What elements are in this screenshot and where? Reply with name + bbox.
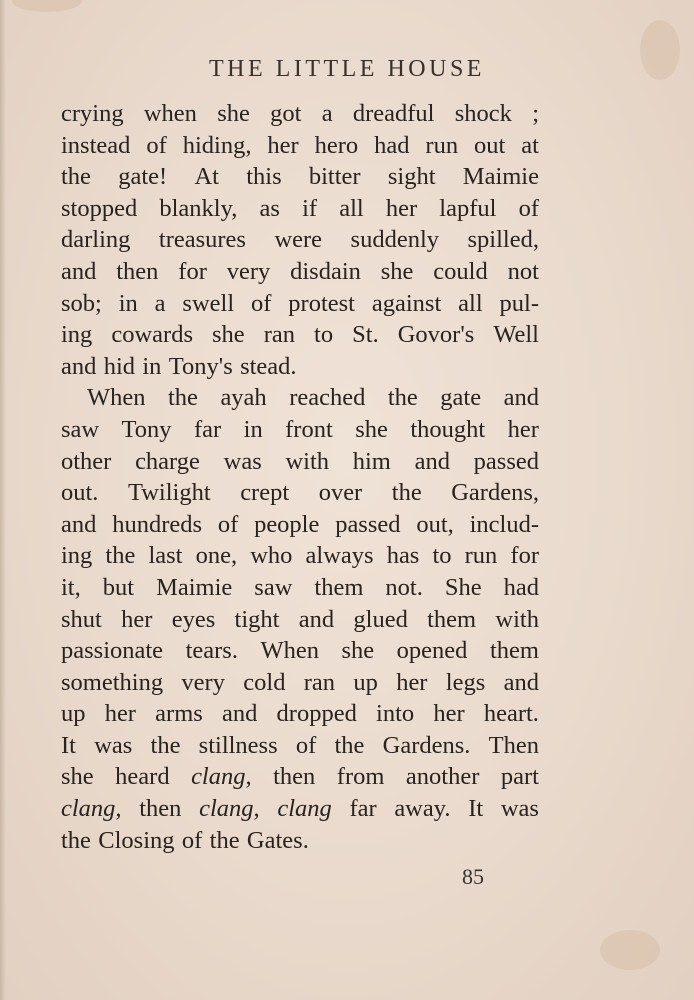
word: saw <box>254 573 293 601</box>
text-line <box>61 509 539 541</box>
word: far <box>194 415 222 443</box>
word: her <box>104 700 136 728</box>
word: Tony <box>121 415 172 443</box>
word: It <box>468 795 484 823</box>
word: pul- <box>499 289 539 317</box>
word: her <box>507 415 539 443</box>
text-line <box>61 667 539 699</box>
text-line <box>61 572 539 604</box>
word: them <box>314 573 364 601</box>
word: When <box>260 637 319 665</box>
word: Maimie <box>462 163 539 191</box>
running-head: THE LITTLE HOUSE <box>209 56 485 82</box>
word: crept <box>240 479 290 507</box>
word: him <box>352 447 391 475</box>
word: could <box>433 257 488 285</box>
word: ran <box>303 668 336 696</box>
text-line <box>61 793 539 825</box>
word: clang <box>277 795 332 823</box>
word: far <box>349 795 377 823</box>
word: stead. <box>240 352 297 380</box>
word: had <box>503 573 539 601</box>
word: she <box>212 321 245 349</box>
word: for <box>178 257 207 285</box>
word: her <box>267 131 299 159</box>
word: Closing <box>98 826 175 854</box>
word: run <box>464 542 498 570</box>
word: spilled, <box>467 226 539 254</box>
page-number: 85 <box>462 864 484 889</box>
word: of <box>181 826 203 854</box>
word: ing <box>61 542 93 570</box>
word: stopped <box>61 194 138 222</box>
text-line <box>61 130 539 162</box>
word: the <box>387 384 418 412</box>
word: sob; <box>61 289 102 317</box>
word: tight <box>234 605 280 633</box>
word: She <box>444 573 482 601</box>
word: shut <box>61 605 102 633</box>
text-line <box>61 224 539 256</box>
word: them <box>427 605 477 633</box>
word: and <box>221 700 258 728</box>
word: away. <box>394 795 451 823</box>
word: other <box>61 447 112 475</box>
word: protest <box>288 289 355 317</box>
word: clang, <box>199 795 260 823</box>
word: heard <box>115 763 170 791</box>
word: up <box>61 700 86 728</box>
text-line <box>61 256 539 288</box>
text-line <box>61 698 539 730</box>
word: was <box>500 795 539 823</box>
word: the <box>168 384 198 412</box>
word: against <box>371 289 442 317</box>
word: darling <box>61 226 131 254</box>
word: she <box>61 763 94 791</box>
word: them <box>489 637 539 665</box>
word: the <box>209 826 240 854</box>
text-line <box>61 635 539 667</box>
word: Gardens. <box>382 731 471 759</box>
word: one, <box>195 542 238 570</box>
word: hero <box>314 131 359 159</box>
text-line <box>61 825 539 857</box>
word: were <box>274 226 323 254</box>
word: she <box>380 257 414 285</box>
word: Well <box>493 321 539 349</box>
word: and <box>503 668 539 696</box>
word: run <box>425 131 459 159</box>
word: not <box>507 257 539 285</box>
word: last <box>148 542 183 570</box>
text-line <box>61 98 539 130</box>
word: cold <box>243 668 286 696</box>
word: sight <box>387 163 436 191</box>
word: it, <box>61 573 81 601</box>
word: her <box>121 605 153 633</box>
word: in <box>142 352 162 380</box>
word: heart. <box>483 700 539 728</box>
word: to <box>314 321 334 349</box>
word: Govor's <box>397 321 475 349</box>
word: dropped <box>276 700 357 728</box>
word: Maimie <box>156 573 233 601</box>
word: bitter <box>308 163 361 191</box>
word: very <box>181 668 225 696</box>
text-line <box>61 319 539 351</box>
word: a <box>321 100 333 127</box>
word: and <box>61 257 97 285</box>
word: into <box>376 700 415 728</box>
word: another <box>405 763 480 791</box>
word: hundreds <box>112 510 203 538</box>
word: of <box>295 731 317 759</box>
body-text <box>61 98 539 856</box>
word: passionate <box>61 637 164 665</box>
word: includ- <box>469 510 539 538</box>
word: legs <box>445 668 486 696</box>
text-line <box>61 446 539 478</box>
word: of <box>146 131 167 159</box>
word: in <box>243 415 263 443</box>
word: hid <box>103 352 136 380</box>
word: of <box>217 510 239 538</box>
word: the <box>61 163 91 191</box>
word: Gates. <box>246 826 309 854</box>
word: if <box>302 194 318 222</box>
word: was <box>223 447 262 475</box>
word: dreadful <box>352 100 435 127</box>
word: and <box>414 447 450 475</box>
word: who <box>250 542 293 570</box>
word: of <box>518 194 539 222</box>
word: and <box>61 352 97 380</box>
word: and <box>503 384 539 412</box>
word: Gardens, <box>451 479 539 507</box>
text-line <box>61 351 539 383</box>
word: and <box>61 510 97 538</box>
word: lapful <box>439 194 497 222</box>
text-line <box>61 761 539 793</box>
word: then <box>273 763 316 791</box>
word: arms <box>155 700 203 728</box>
word: passed <box>335 510 401 538</box>
word: was <box>94 731 133 759</box>
word: front <box>285 415 333 443</box>
word: her <box>385 194 418 222</box>
text-line <box>61 414 539 446</box>
word: the <box>391 479 422 507</box>
word: not. <box>385 573 423 601</box>
word: Tony's <box>168 352 233 380</box>
word: ran <box>263 321 296 349</box>
word: It <box>61 731 76 759</box>
word: clang, <box>191 763 252 791</box>
word: Then <box>488 731 539 759</box>
word: something <box>61 668 164 696</box>
word: this <box>246 163 282 191</box>
word: passed <box>473 447 539 475</box>
word: reached <box>289 384 366 412</box>
word: has <box>386 542 420 570</box>
paper-stain <box>12 0 82 12</box>
word: shock <box>454 100 512 127</box>
word: and <box>298 605 335 633</box>
word: opened <box>396 637 468 665</box>
text-line <box>61 193 539 225</box>
word: with <box>285 447 330 475</box>
word: up <box>353 668 378 696</box>
word: glued <box>353 605 408 633</box>
word: her <box>396 668 428 696</box>
word: out <box>474 131 506 159</box>
word: she <box>341 637 375 665</box>
word: in <box>118 289 138 317</box>
word: the <box>334 731 365 759</box>
word: saw <box>61 415 100 443</box>
word: gate! <box>118 163 168 191</box>
word: of <box>251 289 272 317</box>
text-line <box>61 604 539 636</box>
word: hiding, <box>182 131 252 159</box>
word: Twilight <box>127 479 211 507</box>
text-line <box>61 288 539 320</box>
word: very <box>226 257 271 285</box>
word: always <box>305 542 374 570</box>
word: treasures <box>158 226 246 254</box>
word: out, <box>416 510 454 538</box>
word: for <box>510 542 539 570</box>
word: cowards <box>111 321 193 349</box>
word: the <box>150 731 181 759</box>
word: part <box>500 763 539 791</box>
word: then <box>139 795 182 823</box>
word: blankly, <box>159 194 238 222</box>
word: her <box>433 700 465 728</box>
word: clang, <box>61 795 122 823</box>
word: St. <box>352 321 379 349</box>
word: all <box>339 194 364 222</box>
page-edge <box>0 0 6 1000</box>
word: all <box>458 289 483 317</box>
text-line <box>61 382 539 414</box>
word: then <box>116 257 159 285</box>
word: thought <box>410 415 486 443</box>
word: swell <box>182 289 235 317</box>
word: got <box>270 100 302 127</box>
word: stillness <box>198 731 278 759</box>
word: At <box>194 163 219 191</box>
word: but <box>102 573 135 601</box>
text-line <box>61 730 539 762</box>
word: crying <box>61 100 124 127</box>
word: from <box>336 763 385 791</box>
word: instead <box>61 131 131 159</box>
word: disdain <box>290 257 361 285</box>
word: to <box>432 542 452 570</box>
word: ayah <box>220 384 267 412</box>
word: a <box>154 289 166 317</box>
text-line <box>61 477 539 509</box>
word: over <box>318 479 363 507</box>
word: as <box>259 194 280 222</box>
word: ing <box>61 321 93 349</box>
word: when <box>143 100 197 127</box>
paper-stain <box>600 930 660 970</box>
word: had <box>374 131 410 159</box>
word: she <box>217 100 250 127</box>
text-line <box>61 540 539 572</box>
word: charge <box>135 447 200 475</box>
word: the <box>105 542 136 570</box>
word: out. <box>61 479 99 507</box>
word: gate <box>440 384 482 412</box>
word: When <box>87 384 146 412</box>
word: ; <box>532 100 539 127</box>
word: eyes <box>171 605 216 633</box>
text-line <box>61 161 539 193</box>
word: tears. <box>185 637 238 665</box>
word: the <box>61 826 91 854</box>
word: with <box>495 605 539 633</box>
word: people <box>254 510 320 538</box>
word: suddenly <box>350 226 440 254</box>
word: at <box>521 131 539 159</box>
word: she <box>355 415 388 443</box>
